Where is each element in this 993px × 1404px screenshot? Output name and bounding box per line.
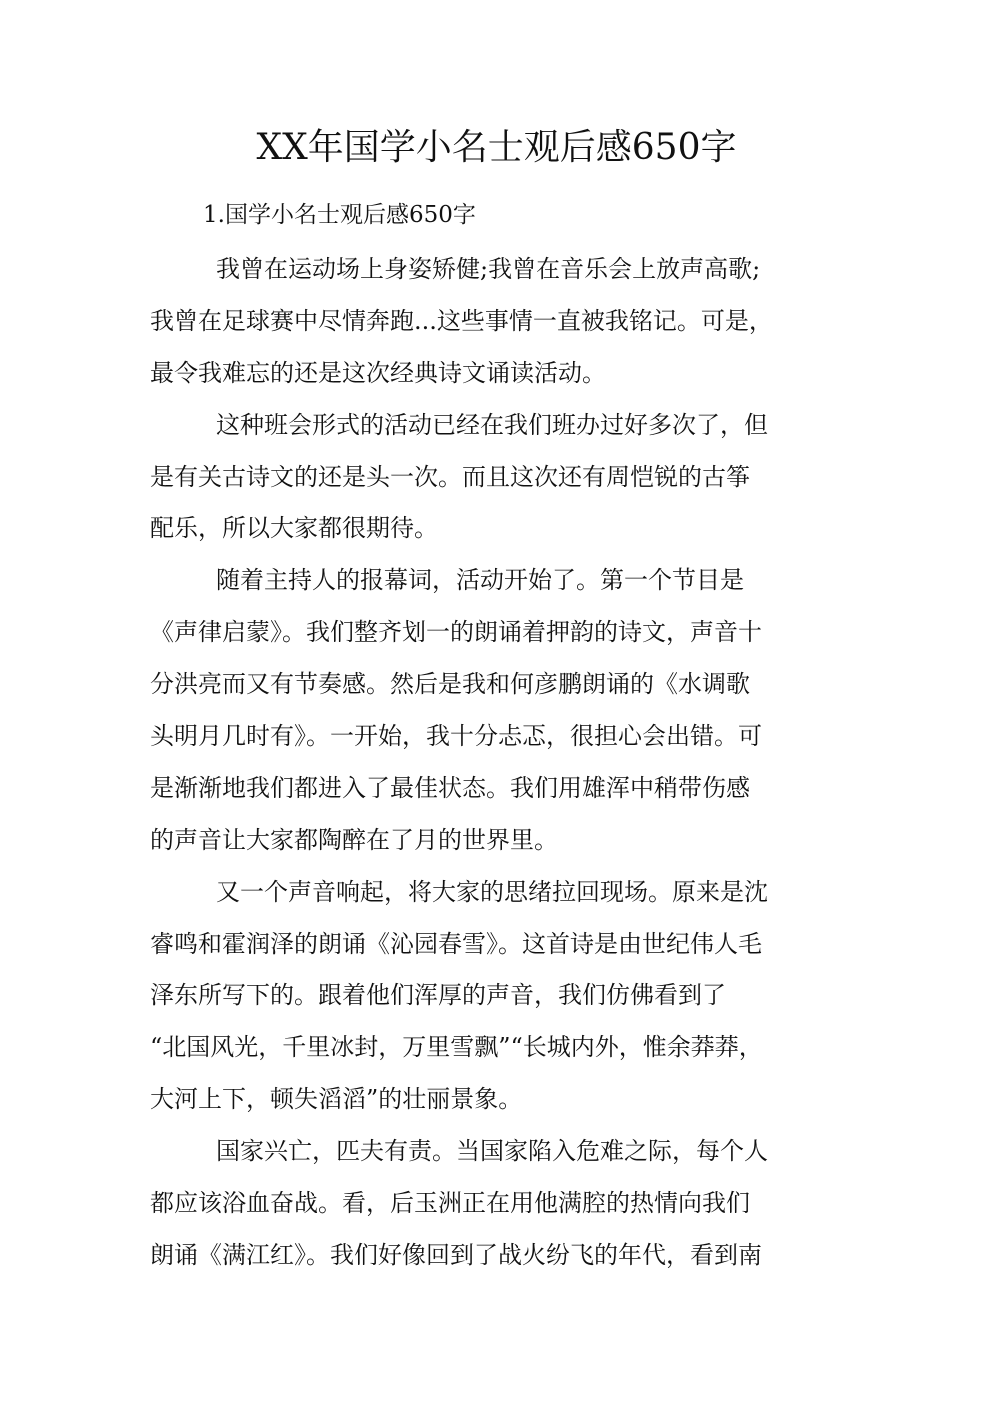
paragraph-line: 最令我难忘的还是这次经典诗文诵读活动。 — [150, 358, 606, 387]
paragraph-line: 我曾在足球赛中尽情奔跑...这些事情一直被我铭记。可是， — [150, 306, 773, 335]
paragraph-line: 《声律启蒙》。我们整齐划一的朗诵着押韵的诗文，声音十 — [150, 618, 762, 647]
paragraph-line: 都应该浴血奋战。看，后玉洲正在用他满腔的热情向我们 — [150, 1189, 750, 1218]
paragraph-line: 这种班会形式的活动已经在我们班办过好多次了，但 — [216, 410, 768, 439]
paragraph-line: 配乐，所以大家都很期待。 — [150, 514, 438, 543]
paragraph-4 — [150, 873, 850, 1132]
paragraph-line: 睿鸣和霍润泽的朗诵《沁园春雪》。这首诗是由世纪伟人毛 — [150, 929, 762, 958]
paragraph-line: 的声音让大家都陶醉在了月的世界里。 — [150, 825, 558, 854]
paragraph-line: 朗诵《满江红》。我们好像回到了战火纷飞的年代，看到南 — [150, 1240, 762, 1269]
paragraph-line: 是渐渐地我们都进入了最佳状态。我们用雄浑中稍带伤感 — [150, 773, 750, 802]
paragraph-2 — [150, 406, 850, 562]
paragraph-line: 泽东所写下的。跟着他们浑厚的声音，我们仿佛看到了 — [150, 981, 726, 1010]
paragraph-line: 头明月几时有》。一开始，我十分忐忑，很担心会出错。可 — [150, 722, 762, 751]
paragraph-line: 是有关古诗文的还是头一次。而且这次还有周恺锐的古筝 — [150, 462, 750, 491]
paragraph-5 — [150, 1132, 850, 1288]
paragraph-line: “北国风光，千里冰封，万里雪飘”“长城内外，惟余莽莽， — [150, 1033, 763, 1062]
document-title: XX年国学小名士观后感650字 — [256, 127, 737, 168]
paragraph-1 — [150, 250, 850, 406]
paragraph-3 — [150, 561, 850, 872]
paragraph-line: 又一个声音响起，将大家的思绪拉回现场。原来是沈 — [216, 877, 768, 906]
document-body — [150, 250, 850, 1288]
section-heading: 1.国学小名士观后感650字 — [203, 202, 476, 228]
paragraph-line: 分洪亮而又有节奏感。然后是我和何彦鹏朗诵的《水调歌 — [150, 670, 750, 699]
paragraph-line: 随着主持人的报幕词，活动开始了。第一个节目是 — [216, 566, 744, 595]
paragraph-line: 国家兴亡，匹夫有责。当国家陷入危难之际，每个人 — [216, 1137, 768, 1166]
paragraph-line: 我曾在运动场上身姿矫健;我曾在音乐会上放声高歌; — [216, 255, 761, 283]
paragraph-line: 大河上下，顿失滔滔”的壮丽景象。 — [150, 1085, 523, 1114]
